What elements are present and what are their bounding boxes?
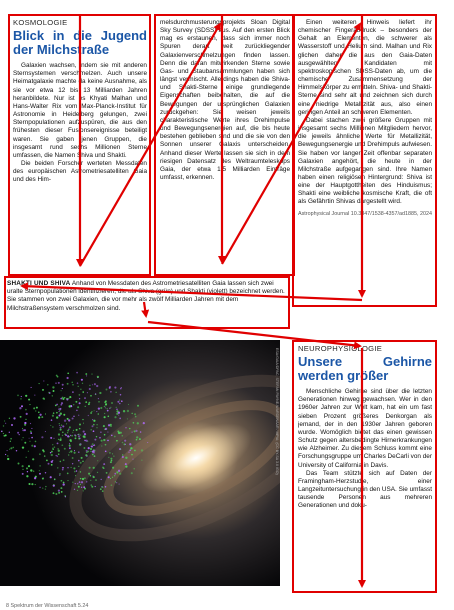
article1-paragraph: Galaxien wachsen, indem sie mit anderen Sternsystemen verschmelzen. Auch unsere Heimatgalaxie machte da keine Ausnahme, als sie vor etwa 12 bis 13 Milliarden Jahren heranbildete. Nur ist es Khyati Malhan und Hans-Walter Rix vom Max-Planck-Institut für Astronomie in Heidelberg gelungen, zwei Sternpopulationen aufzuspüren, die aus den frühesten dieser Fusionsereignisse beteiligt waren. Sie gaben jenen Gruppen, die insgesamt rund sechs Millionen Sterne umfassen, die Namen Shiva und Shakti. xyxy=(13,62,147,159)
article1-paragraph: melsdurchmusterungsprojekts Sloan Digital Sky Survey (SDSS) aus. Auf den ersten Blick mag es erstaunen, dass sich immer noch Spuren derart weit zurückliegender Galaxienverschmelzungen finden lassen. Denn die daran mitwirkenden Sterne sowie Gas- und Staubansammlungen haben sich längst vermischt. Allerdings haben die Shiva- und Shakti-Sterne einige grundlegende Eigenschaften beibehalten, die auf die Bewegungen der ursprünglichen Galaxien zurückgehen: Sie weisen jeweils charakteristische Werte ihres Drehimpulse und Bewegungsenergien auf, die bis heute bestehen geblieben sind und die sie von den Sonnen unserer Galaxis unterscheiden. Anhand dieser Werte lassen sie sich in dem riesigen Datensatz des Weltraumteleskops Gaia, der etwa 1,5 Milliarden Einträge umfasst, erkennen. xyxy=(160,19,290,181)
galaxy-illustration xyxy=(0,340,280,586)
photo-credit: ESA/GAIA/DPAC; STEFAN PAYNE-WARDENAAR / MPIA; (CC BY-SA 3.0 IGO) xyxy=(275,348,279,475)
page-footer: 8 Spektrum der Wissenschaft 5.24 xyxy=(6,603,89,609)
article1-kicker: KOSMOLOGIE xyxy=(13,19,68,27)
caption-lead: SHAKTI UND SHIVA xyxy=(7,280,71,287)
article1-paragraph: Die beiden Forscher werteten Messdaten des europäischen Astrometriesatelliten Gaia und des Him- xyxy=(13,160,147,184)
article2-headline: Unsere Gehirne werden größer xyxy=(298,354,432,384)
article1-paragraph: Einen weiteren Hinweis liefert ihr chemischer Fingerabdruck – besonders der Gehalt an Elementen, die schwerer als Wasserstoff und Helium sind. Malhan und Rix glichen daher die aus den Gaia-Daten ausgewählten Kandidaten mit spektroskopischen SDSS-Daten ab, um die chemische Zusammensetzung der Himmelskörper zu ermitteln. Shiva- und Shakti-Sterne sind sehr alt und zeichnen sich durch eine niedrige Metallizität aus, also einen geringen Anteil an schweren Elementen. xyxy=(298,19,432,116)
article2-paragraph: Menschliche Gehirne sind über die letzten Generationen hinweg gewachsen. Wer in den 1960er Jahren zur Welt kam, hat ein um fast sieben Prozent größeres Denkorgan als jemand, der in den 1930er Jahren geboren wurde. Womöglich bietet das einen gewissen Schutz gegen altersbedingte Hirnerkrankungen wie Alzheimer. Zu diesem Schluss kommt eine Forschungsgruppe um Charles DeCarli von der University of California in Davis. xyxy=(298,388,432,469)
annotation-box-column-2 xyxy=(154,14,295,276)
annotation-box-column-1 xyxy=(8,14,151,276)
article2-kicker: NEUROPHYSIOLOGIE xyxy=(298,345,383,353)
caption-text: Anhand von Messdaten des Astrometriesatelliten Gaia lassen sich zwei uralte Sternpopulationen identifizieren, die als Shiva (grün) und Shakti (violett) bezeichnet werden. Sie stammen von zwei Galaxien, die vor mehr als zwölf Milliarden Jahren mit dem Milchstraßensystem verschmolzen sind. xyxy=(7,280,285,312)
annotation-box-column-3 xyxy=(292,14,437,307)
annotation-box-caption xyxy=(4,276,290,329)
article1-paragraph: Dabei stachen zwei größere Gruppen mit insgesamt sechs Millionen Mitgliedern hervor, die jeweils ähnliche Werte für Metallizität, Bewegungsenergie und Drehimpuls aufwiesen. Sie haben vor langer Zeit offenbar separaten Galaxien angehört, die heute in der Milchstraße aufgegangen sind. Ihre Namen haben einen religiösen Hintergrund: Shiva ist eine der Hauptgottheiten des Hinduismus; Shakti eine weibliche kosmische Kraft, die oft als Gefährtin Shivas dargestellt wird. xyxy=(298,116,432,206)
article1-reference: Astrophysical Journal 10.3847/1538-4357/ad1885, 2024 xyxy=(298,210,432,217)
galaxy-image xyxy=(0,340,280,586)
annotation-box-article2 xyxy=(292,340,437,593)
article2-paragraph: Das Team stützte sich auf Daten der Framingham-Herzstudie, einer Langzeituntersuchung in den USA. Sie umfasst tausende Personen aus mehreren Generationen und doku- xyxy=(298,469,432,510)
article1-headline: Blick in die Jugend der Milchstraße xyxy=(13,28,147,58)
